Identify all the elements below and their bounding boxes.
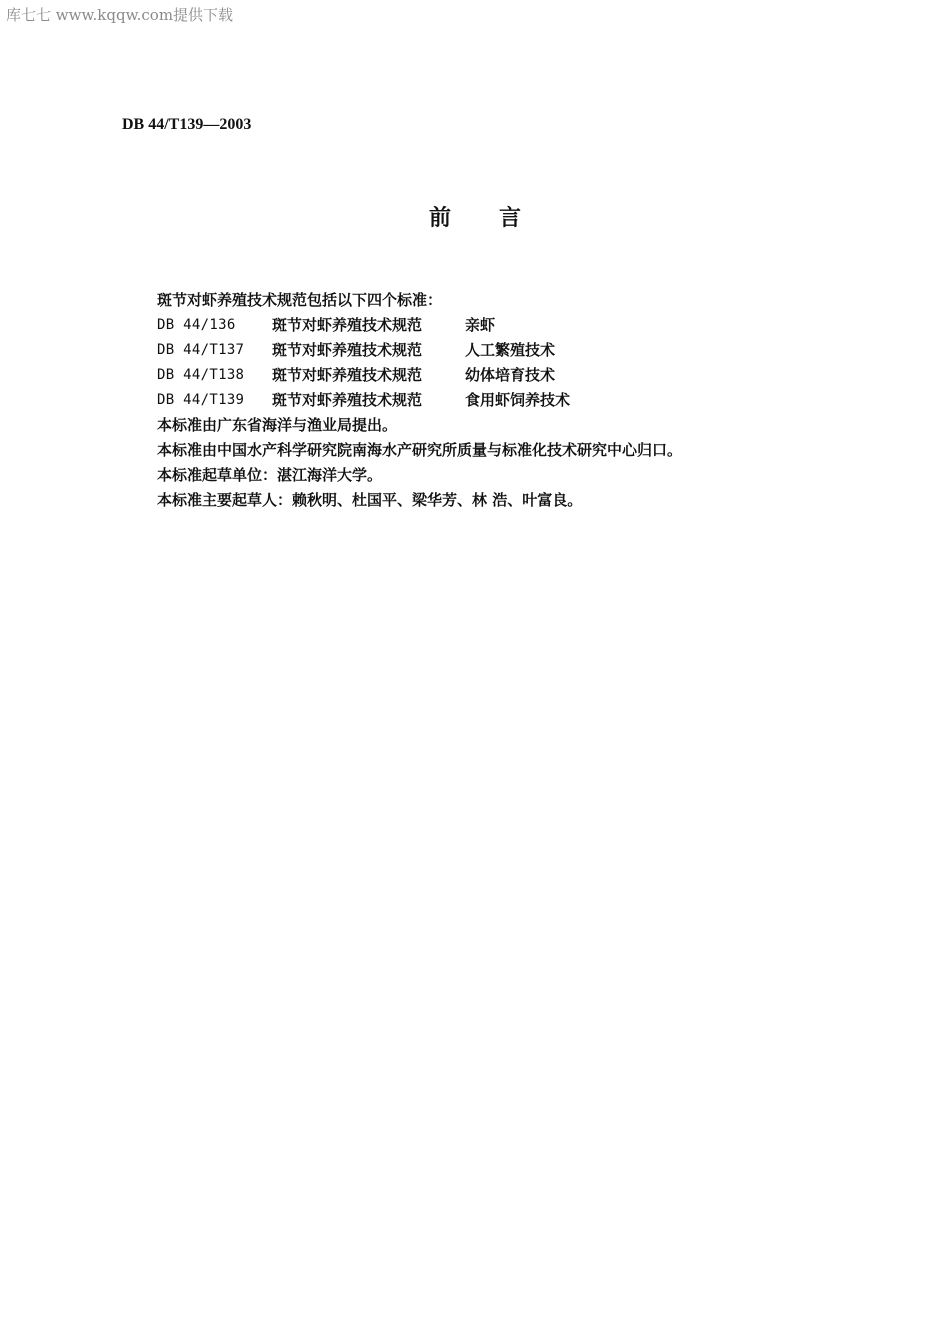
standard-part: 幼体培育技术 [465,366,556,384]
standard-row [157,388,857,413]
standard-code: DB 44/T137 [157,342,245,358]
standard-code: DB 44/136 [157,317,236,333]
foreword-body [157,288,857,513]
standard-code: DB 44/T138 [157,367,245,383]
section-title: 前言 [428,206,569,231]
standard-name: 斑节对虾养殖技术规范 [272,316,423,334]
statement-line: 本标准由中国水产科学研究院南海水产研究所质量与标准化技术研究中心归口。 [157,441,683,459]
standard-part: 食用虾饲养技术 [465,391,571,409]
standard-row [157,363,857,388]
statement-line: 本标准起草单位：湛江海洋大学。 [157,466,383,484]
watermark-text: 库七七 www.kqqw.com提供下载 [6,6,234,24]
standard-code: DB 44/T139 [157,392,245,408]
document-code: DB 44/T139—2003 [122,116,252,133]
standard-part: 亲虾 [465,316,496,334]
intro-line: 斑节对虾养殖技术规范包括以下四个标准： [157,291,443,309]
statement-line: 本标准主要起草人：赖秋明、杜国平、梁华芳、林 浩、叶富良。 [157,491,583,509]
standard-name: 斑节对虾养殖技术规范 [272,391,423,409]
standard-row [157,313,857,338]
standard-row [157,338,857,363]
standard-name: 斑节对虾养殖技术规范 [272,341,423,359]
standard-part: 人工繁殖技术 [465,341,556,359]
standard-name: 斑节对虾养殖技术规范 [272,366,423,384]
statement-line: 本标准由广东省海洋与渔业局提出。 [157,416,398,434]
